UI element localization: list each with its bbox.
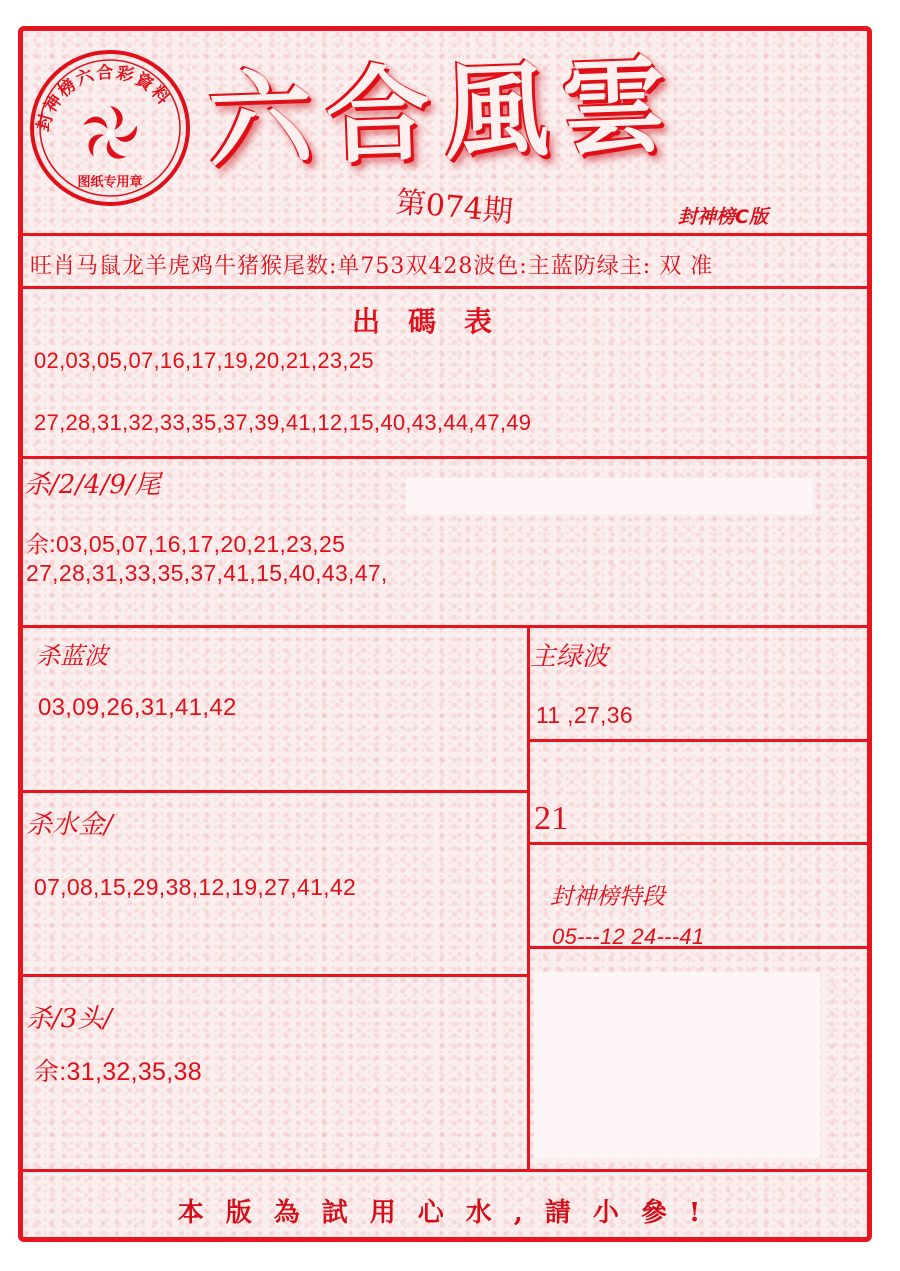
divider — [530, 739, 868, 742]
single-number: 21 — [534, 800, 569, 837]
bauhinia-flower-icon — [83, 106, 140, 164]
number-table-title: 出碼表 — [352, 305, 521, 338]
divider — [22, 286, 868, 289]
kill-water-gold-label: 杀水金/ — [26, 810, 113, 840]
divider — [22, 625, 868, 628]
blank-box — [406, 478, 812, 514]
number-table-row: 02,03,05,07,16,17,19,20,21,23,25 — [34, 348, 374, 373]
seal-text: 封神榜六合彩資料 — [33, 62, 175, 134]
footer-note: 本版為試用心水,請小參! — [177, 1198, 723, 1228]
zodiac-line: 旺肖马鼠龙羊虎鸡牛猪猴尾数:单753双428波色:主蓝防绿主: 双 准 — [30, 254, 714, 279]
divider — [22, 1169, 868, 1172]
divider — [22, 974, 530, 977]
seal-bottom-text: 图纸专用章 — [77, 175, 143, 190]
official-seal — [26, 44, 194, 212]
kill-tail-row: 27,28,31,33,35,37,41,15,40,43,47, — [26, 560, 388, 586]
kill-blue-label: 杀蓝波 — [36, 642, 108, 670]
main-green-label: 主绿波 — [530, 642, 609, 672]
divider — [527, 625, 530, 1171]
special-segment-label: 封神榜特段 — [550, 884, 665, 910]
kill-blue-numbers: 03,09,26,31,41,42 — [38, 694, 237, 721]
divider — [22, 456, 868, 459]
divider — [22, 790, 530, 793]
blank-box — [534, 972, 820, 1158]
kill-tail-row: 余:03,05,07,16,17,20,21,23,25 — [26, 531, 346, 557]
kill-head-label: 杀/3头/ — [26, 1004, 113, 1034]
edition-label: 封神榜C版 — [678, 206, 768, 228]
issue-number: 第074期 — [394, 184, 515, 231]
kill-head-numbers: 余:31,32,35,38 — [34, 1058, 202, 1086]
divider — [530, 842, 868, 845]
divider — [22, 233, 868, 236]
kill-tail-label: 杀/2/4/9/尾 — [24, 470, 161, 500]
kill-water-gold-numbers: 07,08,15,29,38,12,19,27,41,42 — [34, 874, 357, 900]
page-title: 六合風雲 — [206, 43, 683, 183]
number-table-row: 27,28,31,32,33,35,37,39,41,12,15,40,43,44,47,49 — [34, 410, 532, 435]
special-segment-range: 05---12 24---41 — [552, 924, 705, 949]
main-green-numbers: 11 ,27,36 — [536, 702, 633, 728]
